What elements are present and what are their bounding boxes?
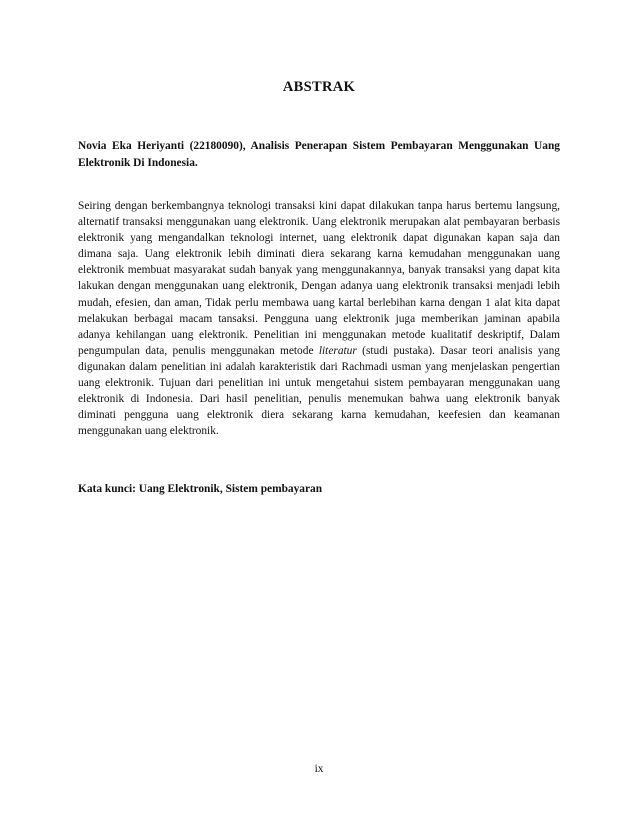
page-title: ABSTRAK — [282, 79, 356, 95]
thesis-title: Analisis Penerapan Sistem Pembayaran Menggunakan Uang Elektronik Di Indonesia. — [78, 140, 560, 169]
abstract-text-part1: Seiring dengan berkembangnya teknologi transaksi kini dapat dilakukan tanpa harus bertemu langsung, alternatif transaksi menggunakan uang elektronik. Uang elektronik merupakan alat pembayaran berbasis elektronik yang mengandalkan teknologi internet, uang elektronik dapat digunakan kapan saja dan dimana saja. Uang elektronik lebih diminati diera sekarang karna kemudahan menggunakan uang elektronik membuat masyarakat sudah banyak yang menggunakannya, banyak transaksi yang dapat kita lakukan dengan menggunakan uang elektronik, Dengan adanya uang elektronik transaksi menjadi lebih mudah, efesien, dan aman, Tidak perlu membawa uang kartal berlebihan karna dengan 1 alat kita dapat melakukan berbagai macam tansaksi. Pengguna uang elektronik juga memberikan jaminan apabila adanya kehilangan uang elektronik. Penelitian ini menggunakan metode kualitatif deskriptif, Dalam pengumpulan data, penulis menggunakan metode — [78, 200, 560, 357]
page-number: ix — [314, 763, 324, 775]
abstract-text-part2: (studi pustaka). Dasar teori analisis yang digunakan dalam penelitian ini adalah karakteristik dari Rachmadi usman yang menjelaskan pengertian uang elektronik. Tujuan dari penelitian ini untuk mengetahui sistem pembayaran menggunakan uang elektronik di Indonesia. Dari hasil penelitian, penulis menemukan bahwa uang elektronik banyak diminati pengguna uang elektronik diera sekarang karna kemudahan, keefesien dan keamanan menggunakan uang elektronik. — [78, 344, 560, 438]
abstract-paragraph — [78, 198, 560, 439]
abstract-italic-term: literatur — [318, 344, 357, 357]
author-thesis-line — [78, 138, 560, 172]
author-name: Novia Eka Heriyanti (22180090), — [78, 140, 251, 152]
keywords: Kata kunci: Uang Elektronik, Sistem pembayaran — [78, 483, 323, 495]
